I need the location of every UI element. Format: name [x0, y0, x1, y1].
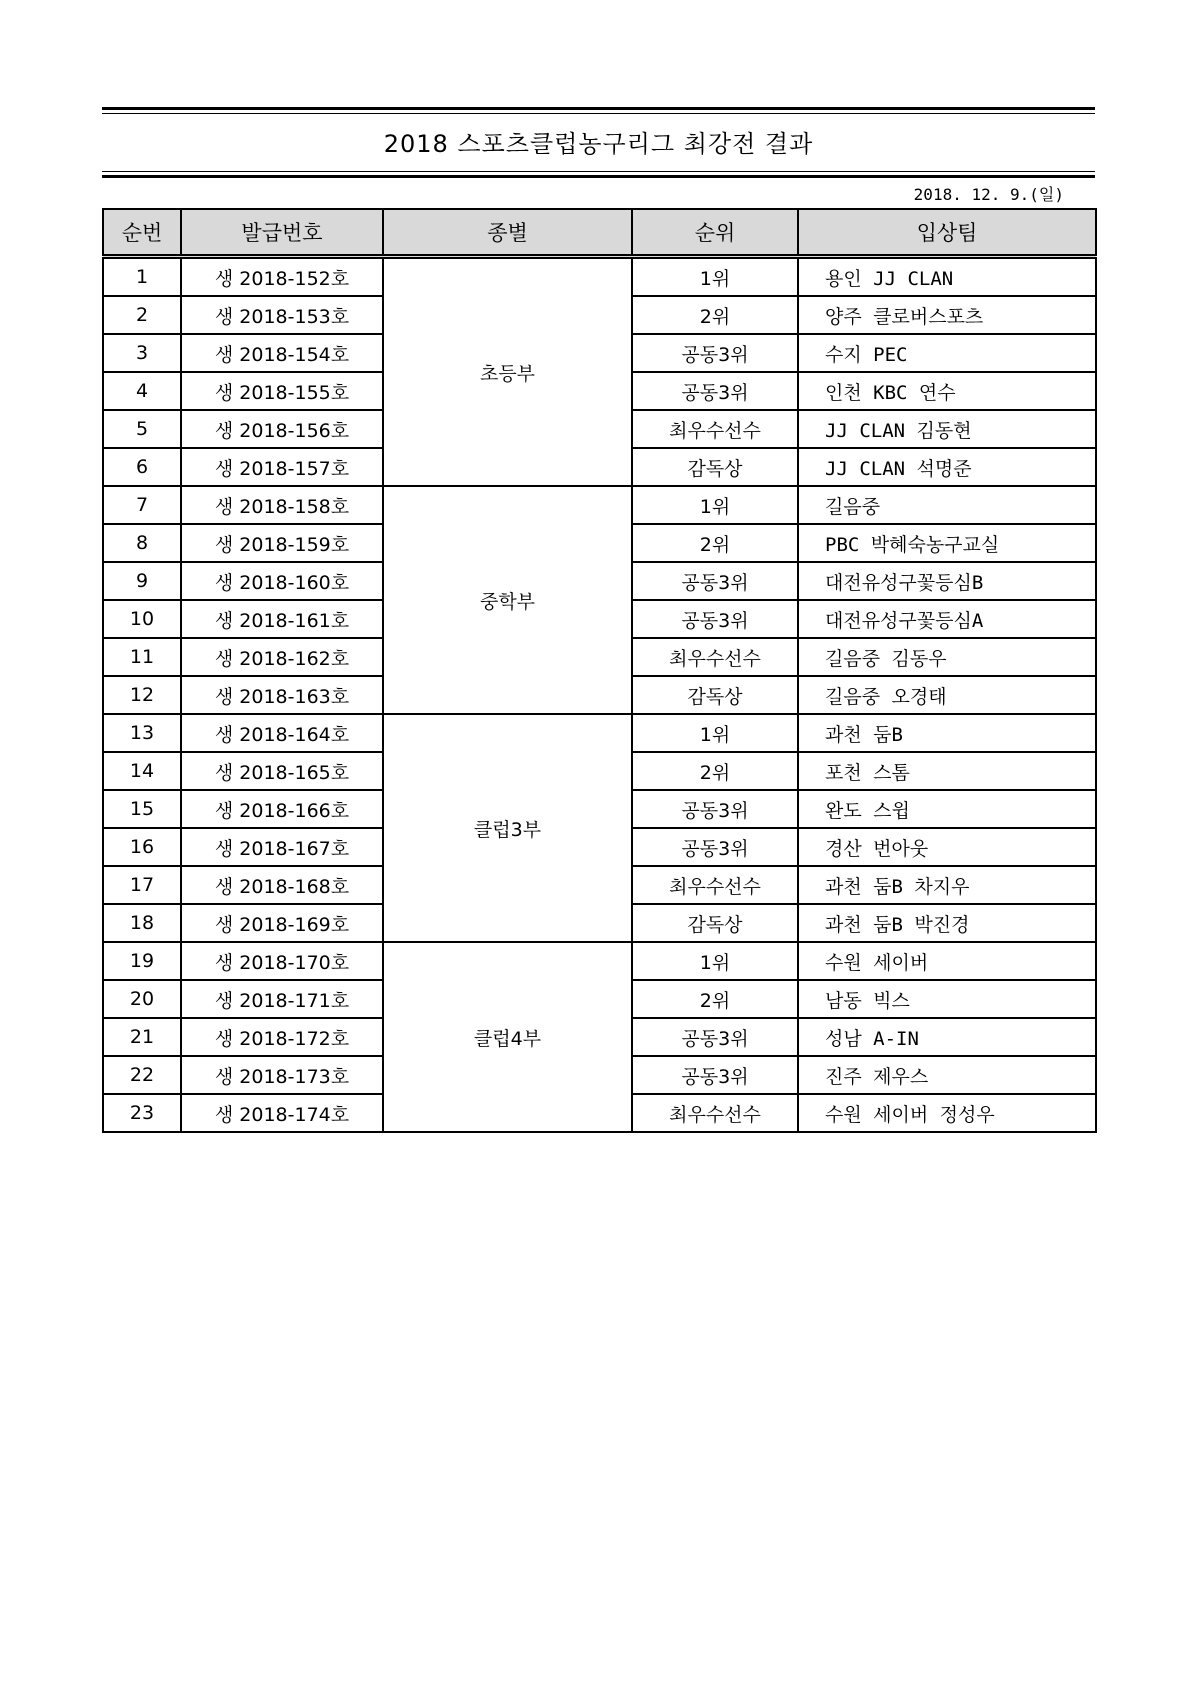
- cell-rank: 감독상: [632, 676, 798, 714]
- cell-team: PBC 박혜숙농구교실: [798, 524, 1096, 562]
- cell-team: 완도 스윕: [798, 790, 1096, 828]
- cell-no: 18: [103, 904, 181, 942]
- cell-issue-number: 생 2018-174호: [181, 1094, 383, 1132]
- cell-issue-number: 생 2018-161호: [181, 600, 383, 638]
- cell-rank: 2위: [632, 752, 798, 790]
- table-row: [103, 257, 1096, 297]
- cell-no: 8: [103, 524, 181, 562]
- cell-issue-number: 생 2018-154호: [181, 334, 383, 372]
- cell-issue-number: 생 2018-159호: [181, 524, 383, 562]
- cell-no: 2: [103, 296, 181, 334]
- cell-rank: 최우수선수: [632, 410, 798, 448]
- cell-no: 12: [103, 676, 181, 714]
- cell-division: 클럽3부: [383, 714, 632, 942]
- cell-rank: 최우수선수: [632, 866, 798, 904]
- cell-issue-number: 생 2018-173호: [181, 1056, 383, 1094]
- results-table: [102, 208, 1097, 1133]
- cell-no: 5: [103, 410, 181, 448]
- cell-team: 용인 JJ CLAN: [798, 257, 1096, 297]
- cell-issue-number: 생 2018-163호: [181, 676, 383, 714]
- cell-no: 11: [103, 638, 181, 676]
- cell-issue-number: 생 2018-158호: [181, 486, 383, 524]
- cell-team: 길음중: [798, 486, 1096, 524]
- title-bottom-rule-thick: [102, 175, 1095, 178]
- cell-team: JJ CLAN 석명준: [798, 448, 1096, 486]
- cell-division: 클럽4부: [383, 942, 632, 1132]
- cell-rank: 공동3위: [632, 790, 798, 828]
- cell-issue-number: 생 2018-170호: [181, 942, 383, 980]
- cell-rank: 공동3위: [632, 828, 798, 866]
- cell-rank: 공동3위: [632, 562, 798, 600]
- cell-division: 초등부: [383, 257, 632, 487]
- cell-no: 19: [103, 942, 181, 980]
- cell-no: 21: [103, 1018, 181, 1056]
- table-row: [103, 486, 1096, 524]
- cell-rank: 공동3위: [632, 334, 798, 372]
- header-issue-number: 발급번호: [181, 209, 383, 257]
- cell-team: 과천 둠B 차지우: [798, 866, 1096, 904]
- header-no: 순번: [103, 209, 181, 257]
- cell-rank: 최우수선수: [632, 1094, 798, 1132]
- cell-no: 4: [103, 372, 181, 410]
- table-row: [103, 714, 1096, 752]
- cell-team: 대전유성구꽃등심B: [798, 562, 1096, 600]
- cell-issue-number: 생 2018-164호: [181, 714, 383, 752]
- table-row: [103, 942, 1096, 980]
- cell-issue-number: 생 2018-167호: [181, 828, 383, 866]
- cell-issue-number: 생 2018-152호: [181, 257, 383, 297]
- cell-no: 9: [103, 562, 181, 600]
- cell-no: 3: [103, 334, 181, 372]
- cell-issue-number: 생 2018-172호: [181, 1018, 383, 1056]
- cell-no: 16: [103, 828, 181, 866]
- header-row: [103, 209, 1096, 257]
- cell-rank: 공동3위: [632, 372, 798, 410]
- cell-team: 양주 클로버스포츠: [798, 296, 1096, 334]
- header-team: 입상팀: [798, 209, 1096, 257]
- cell-rank: 감독상: [632, 448, 798, 486]
- cell-rank: 1위: [632, 714, 798, 752]
- cell-team: 경산 번아웃: [798, 828, 1096, 866]
- cell-issue-number: 생 2018-160호: [181, 562, 383, 600]
- title-top-rule-thin: [102, 113, 1095, 114]
- cell-rank: 공동3위: [632, 600, 798, 638]
- cell-issue-number: 생 2018-162호: [181, 638, 383, 676]
- cell-team: 수원 세이버 정성우: [798, 1094, 1096, 1132]
- page-title: 2018 스포츠클럽농구리그 최강전 결과: [383, 130, 814, 158]
- cell-team: JJ CLAN 김동현: [798, 410, 1096, 448]
- cell-rank: 공동3위: [632, 1056, 798, 1094]
- cell-rank: 1위: [632, 486, 798, 524]
- cell-rank: 감독상: [632, 904, 798, 942]
- cell-rank: 2위: [632, 980, 798, 1018]
- cell-division: 중학부: [383, 486, 632, 714]
- cell-no: 6: [103, 448, 181, 486]
- cell-team: 길음중 오경태: [798, 676, 1096, 714]
- cell-rank: 공동3위: [632, 1018, 798, 1056]
- cell-issue-number: 생 2018-157호: [181, 448, 383, 486]
- header-division: 종별: [383, 209, 632, 257]
- cell-team: 과천 둠B 박진경: [798, 904, 1096, 942]
- cell-no: 22: [103, 1056, 181, 1094]
- cell-team: 인천 KBC 연수: [798, 372, 1096, 410]
- cell-no: 10: [103, 600, 181, 638]
- cell-rank: 1위: [632, 257, 798, 297]
- cell-team: 과천 둠B: [798, 714, 1096, 752]
- cell-team: 대전유성구꽃등심A: [798, 600, 1096, 638]
- cell-team: 포천 스톰: [798, 752, 1096, 790]
- cell-issue-number: 생 2018-153호: [181, 296, 383, 334]
- cell-team: 길음중 김동우: [798, 638, 1096, 676]
- cell-issue-number: 생 2018-155호: [181, 372, 383, 410]
- document-date: 2018. 12. 9.(일): [913, 185, 1064, 204]
- cell-rank: 2위: [632, 296, 798, 334]
- cell-issue-number: 생 2018-156호: [181, 410, 383, 448]
- cell-issue-number: 생 2018-169호: [181, 904, 383, 942]
- cell-no: 13: [103, 714, 181, 752]
- cell-team: 수원 세이버: [798, 942, 1096, 980]
- cell-no: 15: [103, 790, 181, 828]
- title-bottom-rule-thin: [102, 171, 1095, 172]
- cell-no: 1: [103, 257, 181, 297]
- cell-no: 14: [103, 752, 181, 790]
- cell-team: 성남 A-IN: [798, 1018, 1096, 1056]
- cell-rank: 1위: [632, 942, 798, 980]
- cell-issue-number: 생 2018-165호: [181, 752, 383, 790]
- cell-issue-number: 생 2018-168호: [181, 866, 383, 904]
- cell-team: 진주 제우스: [798, 1056, 1096, 1094]
- cell-no: 17: [103, 866, 181, 904]
- cell-issue-number: 생 2018-166호: [181, 790, 383, 828]
- header-rank: 순위: [632, 209, 798, 257]
- cell-rank: 2위: [632, 524, 798, 562]
- cell-issue-number: 생 2018-171호: [181, 980, 383, 1018]
- cell-no: 20: [103, 980, 181, 1018]
- title-top-rule-thick: [102, 107, 1095, 110]
- cell-team: 수지 PEC: [798, 334, 1096, 372]
- cell-no: 7: [103, 486, 181, 524]
- cell-rank: 최우수선수: [632, 638, 798, 676]
- cell-no: 23: [103, 1094, 181, 1132]
- cell-team: 남동 빅스: [798, 980, 1096, 1018]
